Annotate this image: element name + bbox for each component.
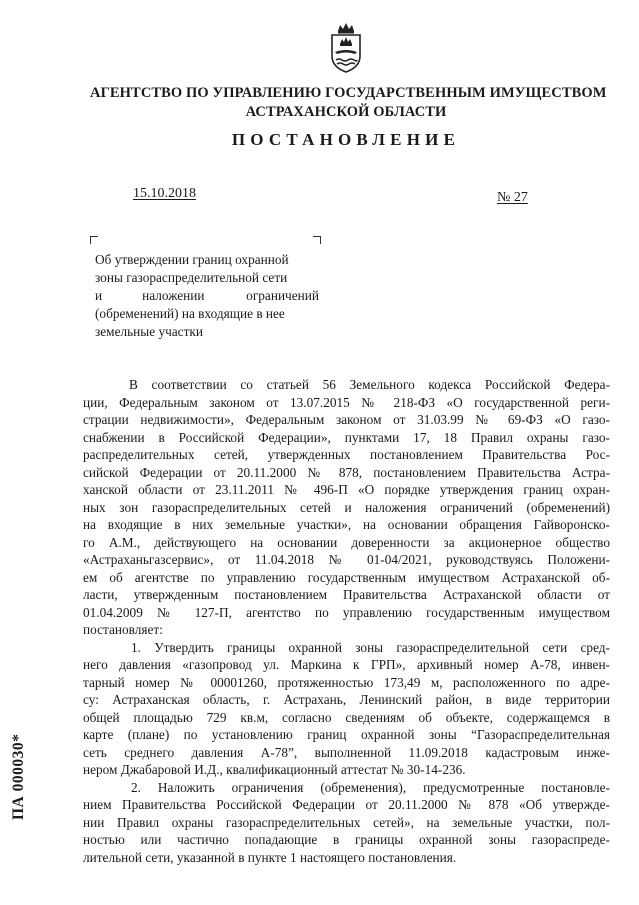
item1-line: общей площадью 729 кв.м, согласно сведениям об объекте, содержащемся в xyxy=(83,709,610,725)
subject-word: наложении xyxy=(142,288,205,303)
item1-line: сеть среднего давления А-78”, выполненной 11.09.2018 кадастровым инже- xyxy=(83,744,610,760)
subject-line xyxy=(95,287,319,305)
item1-line: 1. Утвердить границы охранной зоны газораспределительной сети сред- xyxy=(131,639,610,655)
item2-line: лительной сети, указанной в пункте 1 настоящего постановления. xyxy=(83,849,457,865)
preamble-line: снабжении в Российской Федерации», пунктами 17, 18 Правил охраны газо- xyxy=(83,429,610,445)
agency-name-line1: АГЕНТСТВО ПО УПРАВЛЕНИЮ ГОСУДАРСТВЕННЫМ ИМУЩЕСТВОМ xyxy=(90,85,607,101)
subject-line-lead: и xyxy=(95,288,103,303)
preamble-line: В соответствии со статьей 56 Земельного кодекса Российской Федера- xyxy=(129,377,610,392)
item1-line: нером Джабаровой И.Д., квалификационный аттестат № 30-14-236. xyxy=(83,762,466,777)
preamble-line: го А.М., действующего на основании доверенности за акционерное общество xyxy=(83,534,610,550)
item2-line: ностью или частично попадающие в границы охранной зоны газораспреде- xyxy=(83,832,610,847)
document-number: № 27 xyxy=(497,190,528,205)
preamble-line: на входящие в них земельные участки», на основании обращения Гайворонско- xyxy=(83,517,610,532)
item1-line: су: Астраханская область, г. Астрахань, Ленинский район, в виде территории xyxy=(83,692,610,707)
document-date: 15.10.2018 xyxy=(133,186,196,201)
subject-line: земельные участки xyxy=(95,324,203,339)
agency-name xyxy=(90,84,607,122)
preamble-line: сийской Федерации от 20.11.2000 № 878, постановлением Правительства Астра- xyxy=(83,464,610,480)
preamble-line: страции недвижимости», Федеральным законом от 31.03.99 № 69-ФЗ «О газо- xyxy=(83,412,610,427)
subject-bracket-right xyxy=(313,236,321,244)
document-type-title: ПОСТАНОВЛЕНИЕ xyxy=(231,130,461,149)
subject-line-rest xyxy=(142,287,319,305)
preamble-line: 01.04.2009 № 127-П, агентство по управлению государственным имуществом xyxy=(83,604,610,620)
item2-line: нии Правил охраны газораспределительных сетей», на земельные участки, пол- xyxy=(83,814,610,830)
serial-stamp: ПА 000030* xyxy=(10,733,27,820)
preamble-line: постановляет: xyxy=(83,622,163,637)
subject-line: Об утверждении границ охранной xyxy=(95,252,289,267)
subject-word: ограничений xyxy=(246,288,319,303)
preamble-line: ных зон газораспределительных сетей и наложения ограничений (обременений) xyxy=(83,499,610,515)
subject-bracket-left xyxy=(90,236,98,244)
preamble-line: ции, Федеральным законом от 13.07.2015 № 218-ФЗ «О государственной реги- xyxy=(83,394,610,410)
preamble-line: ласти, утвержденным постановлением Правительства Астраханской области от xyxy=(83,587,610,602)
item1-line: него давления «газопровод ул. Маркина к ГРП», архивный номер А-78, инвен- xyxy=(83,657,610,672)
coat-of-arms-icon xyxy=(327,22,365,74)
preamble-line: распределительных сетей, утвержденных постановлением Правительства Рос- xyxy=(83,447,610,462)
subject-line: зоны газораспределительной сети xyxy=(95,270,288,285)
preamble-line: ем об агентстве по управлению государственным имуществом Астраханской об- xyxy=(83,569,610,585)
document-subject xyxy=(95,251,319,341)
preamble-line: «Астраханьгазсервис», от 11.04.2018 № 01-04/2021, руководствуясь Положени- xyxy=(83,552,610,567)
item1-line: тарный номер № 00001260, протяженностью 173,49 м, расположенного по адре- xyxy=(83,674,610,690)
document-body xyxy=(83,376,610,866)
preamble-line: ханской области от 23.11.2011 № 496-П «О порядке утверждения границ охран- xyxy=(83,482,610,497)
item2-line: нием Правительства Российской Федерации от 20.11.2000 № 878 «Об утвержде- xyxy=(83,797,610,812)
subject-line: (обременений) на входящие в нее xyxy=(95,306,285,321)
item2-line: 2. Наложить ограничения (обременения), предусмотренные постановле- xyxy=(131,779,610,795)
item1-line: карте (плане) по установлению границ охранной зоны “Газораспределительная xyxy=(83,727,610,742)
agency-name-line2: АСТРАХАНСКОЙ ОБЛАСТИ xyxy=(245,104,447,120)
